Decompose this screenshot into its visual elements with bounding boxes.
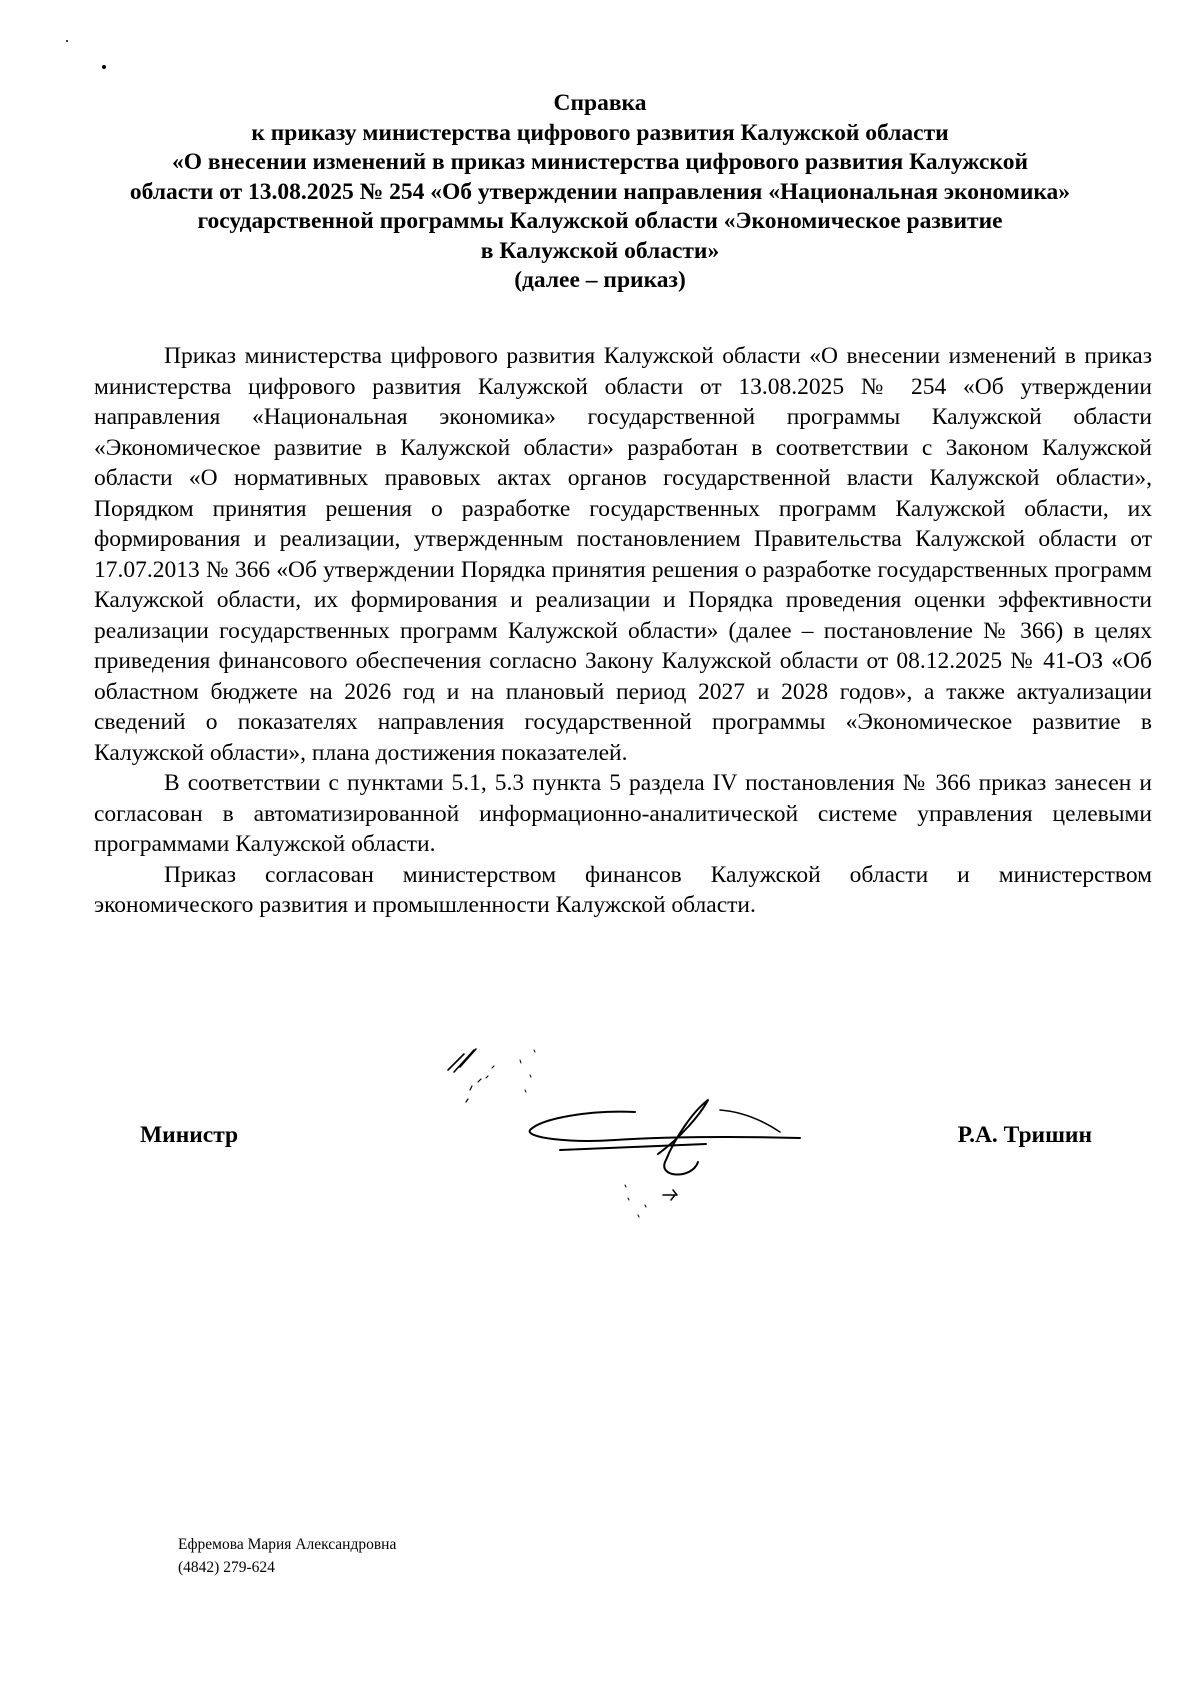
body-paragraph: В соответствии с пунктами 5.1, 5.3 пункта 5 раздела IV постановления № 366 приказ занесен и согласован в автоматизированной информационно-аналитической системе управления целевыми программами Калужской области. xyxy=(94,770,1152,857)
document-body xyxy=(94,341,1152,921)
contact-block xyxy=(178,1533,396,1579)
signer-position: Министр xyxy=(140,1122,239,1148)
header-line: в Калужской области» xyxy=(480,237,720,264)
header-line: к приказу министерства цифрового развития Калужской области xyxy=(251,119,949,146)
body-paragraph: Приказ министерства цифрового развития Калужской области «О внесении изменений в приказ министерства цифрового развития Калужской области от 13.08.2025 № 254 «Об утверждении направления «Национальная экономика» государственной программы Калужской области «Экономическое развитие в Калужской области» разработан в соответствии с Законом Калужской области «О нормативных правовых актах органов государственной власти Калужской области», Порядком принятия решения о разработке государственных программ Калужской области, их формирования и реализации, утвержденным постановлением Правительства Калужской области от 17.07.2013 № 366 «Об утверждении Порядка принятия решения о разработке государственных программ Калужской области, их формирования и реализации и Порядка проведения оценки эффективности реализации государственных программ Калужской области» (далее – постановление № 366) в целях приведения финансового обеспечения согласно Закону Калужской области от 08.12.2025 № 41-ОЗ «Об областном бюджете на 2026 год и на плановый период 2027 и 2028 годов», а также актуализации сведений о показателях направления государственной программы «Экономическое развитие в Калужской области», плана достижения показателей. xyxy=(94,343,1152,766)
header-line: области от 13.08.2025 № 254 «Об утверждении направления «Национальная экономика» xyxy=(129,178,1071,205)
header-line: государственной программы Калужской области «Экономическое развитие xyxy=(197,208,1003,234)
body-paragraph: Приказ согласован министерством финансов Калужской области и министерством экономического развития и промышленности Калужской области. xyxy=(94,861,1152,918)
header-line: «О внесении изменений в приказ министерства цифрового развития Калужской xyxy=(171,149,1029,175)
handwritten-signature xyxy=(430,1020,820,1220)
document-title: Справка xyxy=(553,90,647,116)
scan-speck xyxy=(102,65,106,69)
header-line: (далее – приказ) xyxy=(514,267,686,293)
scan-speck xyxy=(66,40,68,42)
document-header xyxy=(80,89,1120,296)
contact-phone: (4842) 279-624 xyxy=(178,1559,275,1576)
contact-name: Ефремова Мария Александровна xyxy=(178,1536,397,1553)
signature-row xyxy=(0,1122,1200,1162)
signer-name: Р.А. Тришин xyxy=(957,1122,1092,1148)
